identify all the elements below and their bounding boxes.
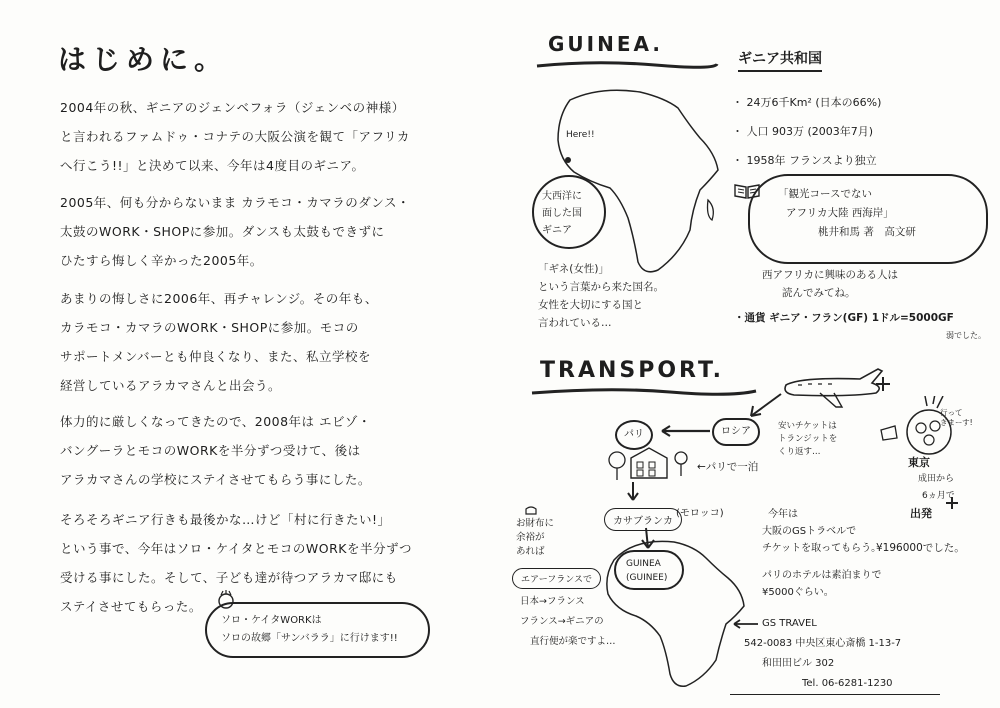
note-line: きまーす! [940,418,973,427]
arrow-to-russia [745,392,785,420]
sparkle-icon [875,376,891,392]
note-line: 言われている… [538,317,612,329]
morocco-label: (モロッコ) [676,508,724,519]
note-line: ¥5000ぐらい。 [762,587,834,598]
note-line: 西アフリカに興味のある人は [762,269,898,281]
fact-population: ・ 人口 903万 (2003年7月) [732,125,874,138]
note-line: あれば [516,546,545,557]
note-line: 東京 [908,456,930,469]
title-underline [535,58,720,72]
text-line: バングーラとモコのWORKを半分ずつ受けて、後は [60,443,361,458]
page-title: はじめに。 [58,43,229,76]
note-line: 面した国 [542,208,582,219]
text-line: という事で、今年はソロ・ケイタとモコのWORKを半分ずつ [60,541,412,556]
guinea-marker [565,157,571,163]
currency-line: ・通貨 ギニア・フラン(GF) 1ドル=5000GF [734,312,954,324]
text-line: へ行こう!!」と決めて以来、今年は4度目のギニア。 [60,158,365,173]
guinea-node [614,550,684,590]
going-note [940,408,973,428]
solo-keita-bubble [205,602,430,658]
note-line: 余裕が [516,532,545,543]
cost-value: ¥196000でした。 [876,542,965,554]
note-line: 大西洋に [542,191,582,202]
note-line: フランス→ギニアの [520,616,604,627]
text-line: 2005年、何も分からないまま カラモコ・カマラのダンス・ [60,195,411,210]
text-line: あまりの悔しさに2006年、再チャレンジ。その年も、 [60,291,378,306]
note-line: 「ギネ(女性)」 [538,263,609,275]
book-note [762,266,898,302]
text-line: と言われるファムドゥ・コナテの大阪公演を観て「アフリカ [60,129,410,144]
text-line: アラカマさんの学校にステイさせてもらう事にした。 [60,472,371,487]
gs-underline [730,694,940,695]
bubble-line: ソロの故郷「サンバララ」に行けます!! [221,633,398,644]
node-line: GUINEA [626,559,661,569]
paris-stay-note: ←パリで一泊 [697,461,759,473]
money-note [516,517,554,559]
note-line: ギニア [542,225,572,236]
text-line: 経営しているアラカマさんと出会う。 [60,378,282,393]
note-line: 読んでみてね。 [782,287,856,299]
note-line: 出発 [910,507,932,520]
cost-note [762,506,882,601]
paragraph-2 [60,188,470,275]
fact-area: ・ 24万6千Km² (日本の66%) [732,96,882,109]
fact-list [732,88,881,175]
paris-node: パリ [615,420,653,450]
text-line: 体力的に厳しくなってきたので、2008年は エビゾ・ [60,414,372,429]
note-line: チケットを取ってもらう。 [762,543,882,554]
note-line: 直行便が楽ですよ… [530,636,616,647]
paragraph-4 [60,407,470,494]
wallet-icon [524,505,538,515]
sparkle-icon [945,496,959,510]
tokyo-note [902,454,955,522]
route-note [520,592,616,652]
book-line: アフリカ大陸 西海岸」 [786,207,894,219]
note-line: 大阪のGSトラベルで [762,526,857,537]
note-line: 6ヵ月で [922,491,955,501]
paris-house-icon [605,442,695,482]
fact-text: 1958年 フランスより独立 [746,154,877,167]
text-line: 2004年の秋、ギニアのジェンベフォラ（ジェンベの神様） [60,100,405,115]
arrow-to-paris [658,424,712,438]
gs-tel: Tel. 06-6281-1230 [802,678,893,689]
gs-building: 和田田ビル 302 [762,658,835,669]
fact-independence: ・ 1958年 フランスより独立 [732,154,877,167]
arrow-to-gs [730,618,760,630]
gs-travel-info [744,614,902,694]
atlantic-note [542,188,582,239]
russia-node: ロシア [712,418,760,446]
note-line: 安いチケットは [778,421,837,431]
note-line: 女性を大切にする国と [538,299,643,311]
note-line: という言葉から来た国名。 [538,281,664,293]
name-origin-note [538,260,664,332]
arrow-to-casablanca [626,480,640,504]
casablanca-node: カサブランカ [604,508,682,531]
book-line: 桃井和馬 著 高文研 [818,226,916,238]
text-line: 受ける事にした。そして、子ども達が待つアラカマ邸にも [60,570,398,585]
paragraph-1 [60,93,470,180]
currency-note: 弱でした。 [946,331,986,340]
note-line: 成田から [918,474,955,484]
africa-route-map [594,520,754,690]
airplane-icon [780,365,890,411]
text-line: カラモコ・カマラのWORK・SHOPに参加。モコの [60,320,359,335]
book-title [778,185,916,242]
note-line: 今年は [768,509,798,520]
text-line: ひたすら悔しく辛かった2005年。 [60,253,263,268]
here-label: Here!! [566,130,595,140]
guinea-subtitle: ギニア共和国 [738,48,822,72]
text-line: ステイさせてもらった。 [60,599,202,614]
text-line: 太鼓のWORK・SHOPに参加。ダンスも太鼓もできずに [60,224,385,239]
note-line: パリのホテルは素泊まりで [762,570,882,581]
fact-text: 24万6千Km² (日本の66%) [746,96,882,109]
ticket-note [778,420,837,459]
gs-name: GS TRAVEL [762,618,817,629]
text-line: そろそろギニア行きも最後かな…けど「村に行きたい!」 [60,512,391,527]
book-line: 「観光コースでない [778,188,872,200]
transport-underline [530,385,760,399]
guinea-title: GUINEA. [548,32,663,56]
note-line: トランジットを [778,434,838,444]
note-line: お財布に [516,518,555,529]
fact-text: 人口 903万 (2003年7月) [746,125,874,138]
air-france-node: エアーフランスで [512,568,601,589]
note-line: くり返す… [778,447,821,457]
paragraph-3 [60,284,470,400]
transport-title: TRANSPORT. [540,358,725,383]
note-line: 日本→フランス [520,596,585,607]
node-line: (GUINEE) [626,573,668,583]
gs-address: 542-0083 中央区東心斎橋 1-13-7 [744,638,902,649]
bubble-line: ソロ・ケイタWORKは [221,615,322,626]
note-line: 行って [940,408,963,417]
text-line: サポートメンバーとも仲良くなり、また、私立学校を [60,349,372,364]
